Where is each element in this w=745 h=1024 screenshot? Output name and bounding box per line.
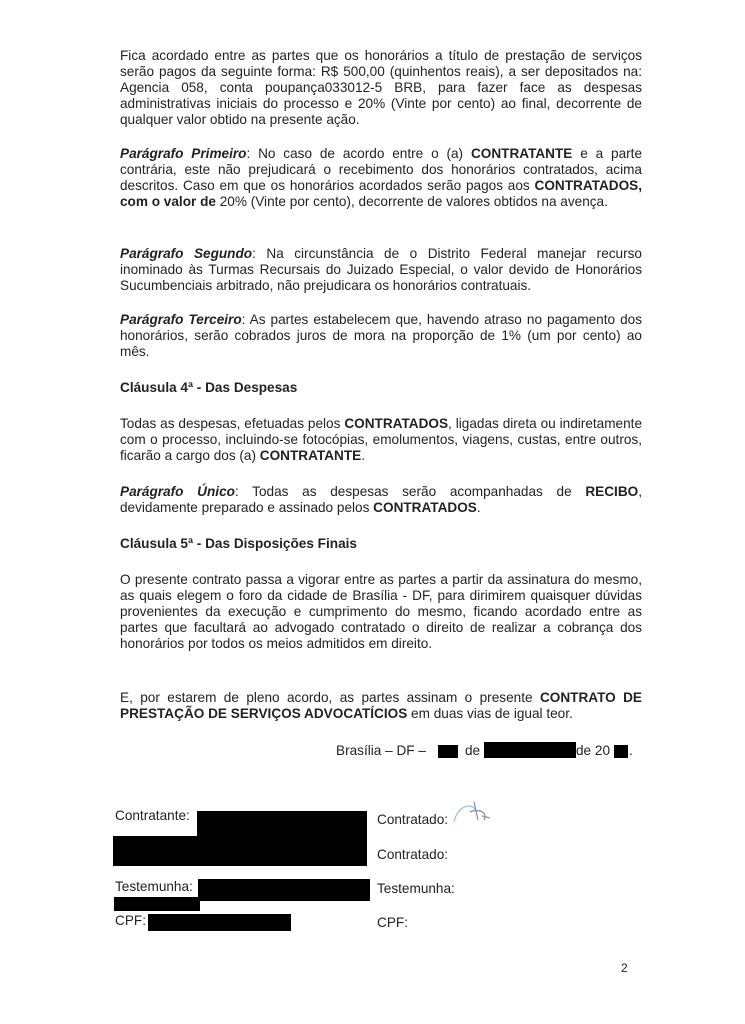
paragrafo-unico-bold-1: RECIBO bbox=[585, 484, 639, 499]
clausula-4-text-2: , ligadas direta ou indiretamente com o processo, incluindo-se fotocópias, emolumentos, viagens, custas, entre outros, ficarão a cargo dos (a) bbox=[120, 416, 642, 463]
contratante-label: Contratante: bbox=[115, 808, 190, 823]
paragrafo-unico-text-2: , devidamente preparado e assinado pelos bbox=[120, 484, 643, 515]
date-de-2: de 20 bbox=[576, 743, 611, 758]
clausula-4-text bbox=[120, 416, 642, 464]
paragrafo-terceiro-text: : As partes estabelecem que, havendo atraso no pagamento dos honorários, serão cobrados juros de mora na proporção de 1% (um por cento) ao mês. bbox=[120, 312, 642, 359]
paragrafo-unico bbox=[120, 484, 642, 516]
date-de-1: de bbox=[465, 743, 481, 758]
closing-text-2: em duas vias de igual teor. bbox=[407, 706, 573, 721]
paragrafo-segundo bbox=[120, 246, 642, 294]
paragrafo-unico-label: Parágrafo Único bbox=[120, 484, 235, 499]
paragrafo-segundo-text: : Na circunstância de o Distrito Federal manejar recurso inominado às Turmas Recursais do Juizado Especial, o valor devido de Honorários Sucumbenciais arbitrado, não prejudicara os honorários contratuais. bbox=[120, 246, 642, 293]
clausula-4-text-1: Todas as despesas, efetuadas pelos bbox=[120, 416, 345, 431]
clausula-4-bold-2: CONTRATANTE bbox=[259, 448, 362, 463]
paragrafo-primeiro-label: Parágrafo Primeiro bbox=[120, 146, 247, 161]
redacted-month bbox=[484, 742, 576, 758]
fees-paragraph: Fica acordado entre as partes que os honorários a título de prestação de serviços serão pagos da seguinte forma: R$ 500,00 (quinhentos reais), a ser depositados na: Agencia 058, conta poupança033012-5 BRB, para fazer face as despesas administrativas iniciais do processo e 20% (Vinte por cento) ao final, decorrente de qualquer valor obtido na presente ação. bbox=[120, 48, 642, 127]
closing-paragraph bbox=[120, 690, 642, 722]
signature-stroke-2 bbox=[470, 802, 490, 820]
paragrafo-unico-text-3: . bbox=[476, 500, 481, 515]
paragrafo-unico-text-1: : Todas as despesas serão acompanhadas de bbox=[234, 484, 586, 499]
clausula-4-heading: Cláusula 4ª - Das Despesas bbox=[120, 380, 298, 395]
paragrafo-primeiro-text-3: 20% (Vinte por cento), decorrente de valores obtidos na avença. bbox=[215, 194, 608, 209]
clausula-5-text: O presente contrato passa a vigorar entre as partes a partir da assinatura do mesmo, as quais elegem o foro da cidade de Brasília - DF, para dirimirem quaisquer dúvidas provenientes da execução e cumprimento do mesmo, ficando acordado entre as partes que facultará ao advogado contratado o direito de realizar a cobrança dos honorários por todos os meios admitidos em direito. bbox=[120, 572, 642, 651]
paragrafo-primeiro-text-1: : No caso de acordo entre o (a) bbox=[246, 146, 471, 161]
redacted-testemunha-name-1 bbox=[198, 879, 370, 901]
paragrafo-unico-bold-2: CONTRATADOS bbox=[373, 500, 477, 515]
signature-mark bbox=[448, 798, 498, 832]
paragrafo-primeiro bbox=[120, 146, 642, 210]
date-city: Brasília – DF – bbox=[336, 743, 426, 758]
cpf-label-right: CPF: bbox=[377, 915, 408, 930]
clausula-5-heading: Cláusula 5ª - Das Disposições Finais bbox=[120, 536, 357, 551]
contratado-label-2: Contratado: bbox=[377, 847, 449, 862]
clausula-4-text-3: . bbox=[361, 448, 365, 463]
cpf-label-left: CPF: bbox=[115, 913, 146, 928]
redacted-contratante-name-2 bbox=[113, 836, 367, 866]
closing-text-1: E, por estarem de pleno acordo, as partes assinam o presente bbox=[120, 690, 540, 705]
signature-stroke-1 bbox=[454, 806, 476, 822]
redacted-testemunha-name-2 bbox=[114, 897, 200, 911]
testemunha-label-left: Testemunha: bbox=[115, 879, 193, 894]
date-end: . bbox=[629, 743, 633, 758]
redacted-contratante-name-1 bbox=[197, 811, 367, 839]
contratado-label-1: Contratado: bbox=[377, 812, 449, 827]
testemunha-label-right: Testemunha: bbox=[377, 881, 455, 896]
closing-bold: CONTRATO DE PRESTAÇÃO DE SERVIÇOS ADVOCATÍCIOS bbox=[120, 690, 642, 721]
paragrafo-primeiro-text-2: e a parte contrária, este não prejudicará o recebimento dos honorários contratados, acima descritos. Caso em que os honorários acordados serão pagos aos bbox=[120, 146, 643, 193]
paragrafo-terceiro-label: Parágrafo Terceiro bbox=[120, 312, 242, 327]
paragrafo-primeiro-bold-1: CONTRATANTE bbox=[470, 146, 573, 161]
paragrafo-segundo-label: Parágrafo Segundo bbox=[120, 246, 253, 261]
page-number: 2 bbox=[621, 961, 628, 975]
redacted-day bbox=[438, 745, 458, 758]
paragrafo-primeiro-bold-2: CONTRATADOS, com o valor de bbox=[120, 178, 642, 209]
clausula-4-bold-1: CONTRATADOS bbox=[344, 416, 449, 431]
redacted-year bbox=[614, 745, 628, 758]
paragrafo-terceiro bbox=[120, 312, 642, 360]
redacted-cpf bbox=[148, 914, 291, 931]
